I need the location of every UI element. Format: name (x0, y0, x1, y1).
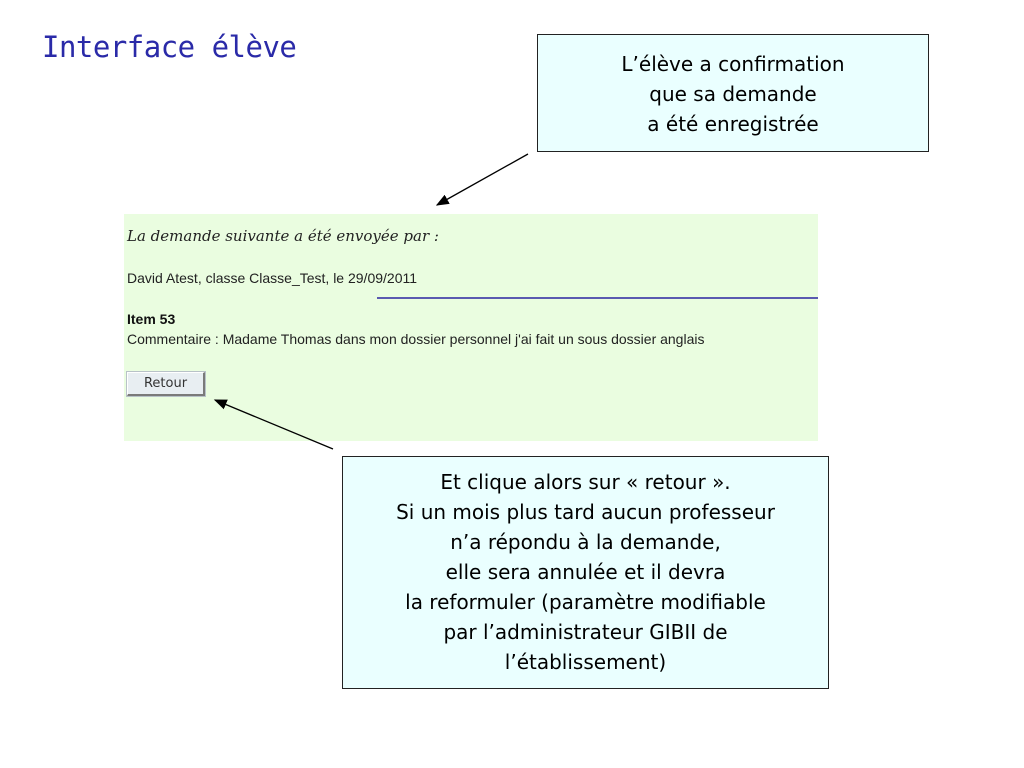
callout-line: Et clique alors sur « retour ». (440, 470, 731, 494)
callout-line: a été enregistrée (647, 112, 819, 136)
slide-title: Interface élève (42, 30, 297, 64)
callout-line: la reformuler (paramètre modifiable (405, 590, 766, 614)
retour-button[interactable]: Retour (127, 372, 205, 396)
callout-line: par l’administrateur GIBII de (443, 620, 728, 644)
callout-retour-info (342, 456, 829, 689)
comment-text: Commentaire : Madame Thomas dans mon dossier personnel j'ai fait un sous dossier anglais (127, 331, 705, 347)
callout-line: que sa demande (649, 82, 817, 106)
sender-info: David Atest, classe Classe_Test, le 29/09/2011 (127, 270, 418, 286)
callout-line: l’établissement) (504, 650, 667, 674)
callout-confirmation (537, 34, 929, 152)
callout-line: Si un mois plus tard aucun professeur (396, 500, 775, 524)
callout-line: elle sera annulée et il devra (445, 560, 726, 584)
callout-line: L’élève a confirmation (621, 52, 845, 76)
callout-line: n’a répondu à la demande, (450, 530, 721, 554)
confirmation-intro: La demande suivante a été envoyée par : (127, 227, 439, 245)
item-title: Item 53 (127, 311, 176, 327)
arrow-to-panel (437, 154, 528, 205)
request-confirmation-panel (124, 214, 818, 441)
divider (377, 297, 818, 299)
